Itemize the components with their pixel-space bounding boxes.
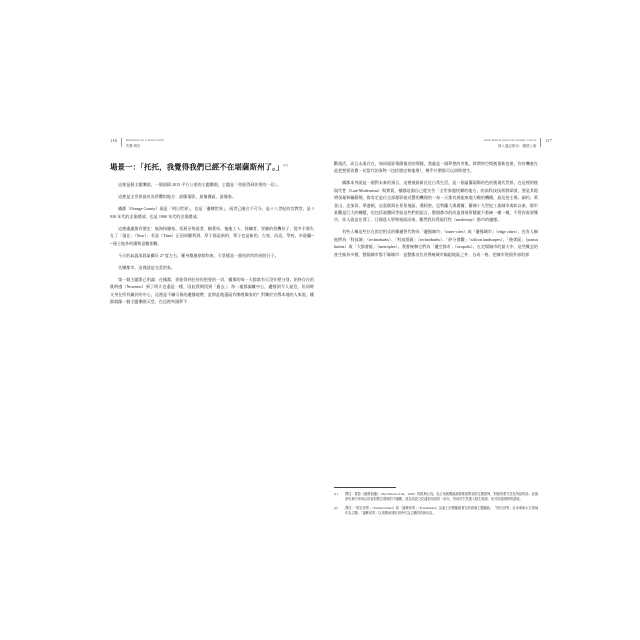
left-page-number: 116 <box>110 138 118 143</box>
footnote-text: 譯註：「明日世界」（Tomorrowland）和「邊鄉世界」（Frontierland）為迪士尼樂園最著名的兩個主題園區。「明日世界」以未來與太空領域作為主題；「邊鄉世界」以美國西部拓荒時代為主題的設施內容。 <box>345 505 538 516</box>
left-page <box>96 120 328 520</box>
footnote-item <box>334 492 538 503</box>
paragraph: 這裡是個主題樂園，一個面積 2015 平方公里的主題樂園，主題是「你能得到你要的一切」。 <box>118 182 281 188</box>
left-text-column <box>110 160 314 310</box>
footnote-text: 譯註：電影《綠野仙蹤》（The Wizard of Oz，1939）的經典台詞。為主角桃樂絲被龍捲風帶至陌生國度時，對她的愛犬托托所說的話。此後該句被引申用以形容對陌生環境的不適應，成為英語文化通俗用語的一部分。常用於乍然進入陌生環境、形式的超現實的語境。 <box>345 491 538 502</box>
footnote-marker: [2] <box>334 505 338 510</box>
right-running-head-text <box>484 138 537 150</box>
footnote-separator-rule <box>334 487 396 488</box>
left-running-head-zh: 失樂 城市 <box>125 144 141 149</box>
paragraph: 失樂都市，這裡就是完美的家。 <box>118 264 176 270</box>
left-running-head <box>96 138 342 154</box>
paragraph: 橘郡（Orange County）現是「明日世界」，也是「邊鄉世界」，兩者已融合不可分，是十八世紀的宮教堂，是 1930 年代的企業總部，也是 1980 年代的企業總部。 <box>110 206 314 219</box>
paragraph: 這裡處處都有歷史：航海探險家、西班牙佈道者、騎著馬、拖地工人、採礦者、冒險的投機份子，從多半都失在了「現在」（Now）、若是（Then）正因胡騰利到，厚于都是新的、單子也是新的、古家，而這、學校、市政廳──建土地外的總和意數即數。 <box>110 225 314 246</box>
right-page-number: 117 <box>544 138 552 143</box>
left-running-head-text <box>126 138 164 150</box>
footnote-item <box>334 506 538 517</box>
paragraph: 今天的氣溫清晨氣攝氏 27 度左右，羅身微風徐徐吹來，天堂樣是一個死的吹吹到的日子。 <box>118 252 279 258</box>
paragraph: 有些人稱這些位在固定相式的鄰邊替代物為「邊國城市」（outer-cites）或「邊緣城市」（edge cities），也有人稱他們為「科技城」（technoburbs）、「科技園區」（technoburbs）、「矽分發觀」（silicon landscapes）、「後郊區」（postsuburbia）或「大都會區」（metroplex）。我會統稱它們為「邊空都市」（exopolis）。在定場城市的最大中，這些概念的產生極為多樣，整個城市都不像城市：是整都由位於傳統城市幅組地區之外、自成一格、把城市裡面外部的郊 <box>334 229 538 257</box>
right-page <box>320 120 552 520</box>
right-running-head-zh: 深入邊記都市：橘郡上冊 <box>497 144 537 149</box>
right-running-head <box>320 138 566 154</box>
section-title-text: 場景一：「托托，我覺得我們已經不在堪薩斯州了。」 <box>110 162 284 172</box>
paragraph: 斷復活，而且永遠存在，如同電影情節描述的那樣，我處是一個夢想的市集，時間和空間被重新包裝，你有機會在此把想要消費一切當代的事物（包括歷史和地理），幾乎什麼都可以同時發生。 <box>334 161 538 174</box>
page-title <box>110 160 314 172</box>
footnotes <box>334 487 538 520</box>
paragraph: 這裡是全世界最充為所懼的地方：最像電影、最像賽區、最像家。 <box>118 194 237 200</box>
running-head-divider <box>540 138 541 147</box>
paragraph: 橘郡本身就是一個對未來的預言，這裡被最新近近日常生活，是一個虛擬現場的色的後現代世界，在這裡的後現代性（Late-Modernism）與實質，橘郡這個自己從宣告「全世界超快樂的地方」的高科技技術群眾園，要是其地增項量和驅動劑，都有定是位全部都影接近豐的機理的一每一天都有展能來地力模的機構，最及投主場。細約、黃金山、芝加哥、華盛頓，這款既與社景景地區、邁阿密、亞特蘭大與邁爾、羅城十九世紀工業城市或彰以來，都市景觀是巨大的轉變，也包括政體同等級這些們的語言，整個都市的改造發展所變做不都統一種一種，不管你需要哪市，你人就是在那了，日國達人學物迴面而來，羅然我好我現代性（modernity）都市的邊緣。 <box>334 180 538 223</box>
footnote-marker: [1] <box>334 491 338 496</box>
right-text-column <box>334 160 538 263</box>
right-running-head-en: Arab Tassels from less Orange County <box>483 138 537 142</box>
running-head-divider <box>121 138 122 147</box>
left-running-head-en: Variations on a Theme Park <box>125 138 164 142</box>
paragraph: 第一個主題開己明義：在橘都，你能得到任何你想要的一切，橘郡的每一天都都有天沒什麼分別，始終存在的既時感（Nowness）到了明天也還是一樣，因此我期找到「過去」；每一處都偏離中心，邊緣到令人窒息，但同時又身在所有屬於的中心，這裡是不屬可偽的邊緣地帶，此時此地還區有哪裡像家的？對樂於宣傳本地的人來說，橘郡就像一個主題樂園天堂，在這裡夾國夢不 <box>110 276 314 304</box>
section-title-footnote-ref: [1] <box>283 163 288 167</box>
